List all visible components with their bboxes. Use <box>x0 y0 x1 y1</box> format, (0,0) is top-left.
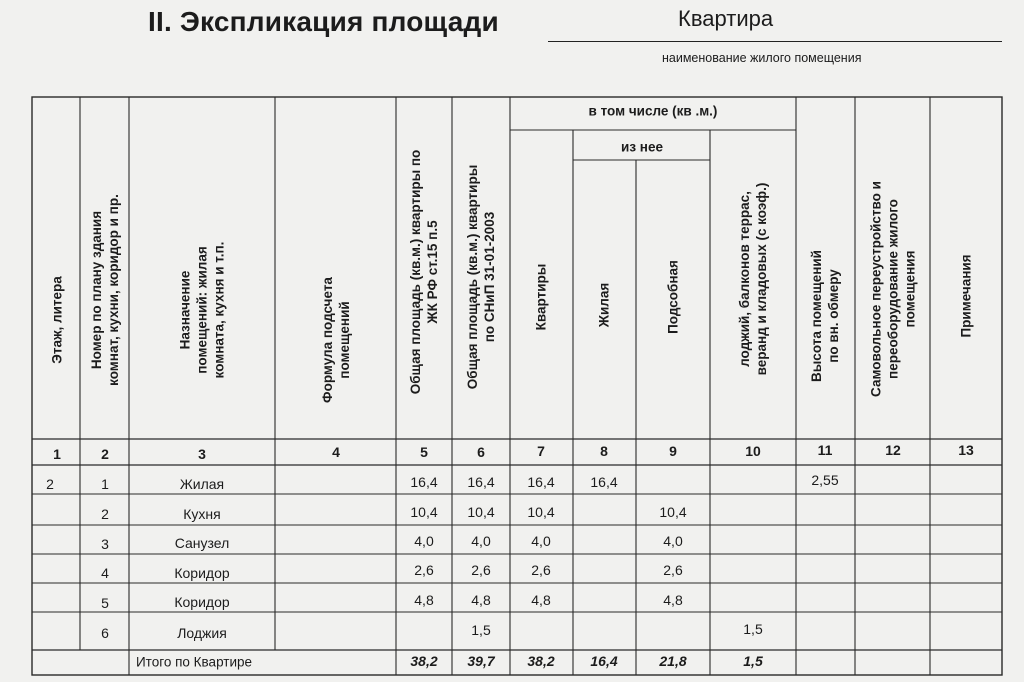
cell-height: 2,55 <box>811 472 839 488</box>
cell-area-snip: 4,0 <box>471 533 491 549</box>
cell-room-number: 1 <box>101 476 109 492</box>
total-area-zhk: 38,2 <box>410 653 438 669</box>
header-loggias: лоджий, балконов террас, веранд и кладовых (с коэф.) <box>737 182 769 376</box>
total-area-snip: 39,7 <box>467 653 495 669</box>
header-formula: Формула подсчета помещений <box>320 277 352 403</box>
cell-area-living: 16,4 <box>590 474 618 490</box>
cell-room-number: 5 <box>101 595 109 611</box>
total-label: Итого по Квартире <box>135 654 253 670</box>
cell-room-number: 2 <box>101 506 109 522</box>
col-number: 3 <box>198 446 206 462</box>
col-number: 7 <box>537 443 545 459</box>
cell-area-zhk: 2,6 <box>414 562 434 578</box>
header-total-area-snip: Общая площадь (кв.м.) квартиры по СНиП 31-01-2003 <box>465 164 497 390</box>
total-area-loggia: 1,5 <box>743 653 763 669</box>
total-area-auxiliary: 21,8 <box>659 653 687 669</box>
cell-floor: 2 <box>46 476 54 492</box>
document-title: II. Экспликация площади <box>148 6 499 37</box>
cell-room-name: Коридор <box>174 565 230 581</box>
cell-room-name: Санузел <box>174 535 230 551</box>
cell-area-apartment: 4,8 <box>531 592 551 608</box>
cell-area-auxiliary: 4,0 <box>663 533 683 549</box>
col-number: 12 <box>885 442 901 458</box>
col-number: 8 <box>600 443 608 459</box>
header-plan-number: Номер по плану здания комнат, кухни, коридор и пр. <box>89 194 121 386</box>
header-of-which: из нее <box>621 139 663 155</box>
header-total-area-zhk: Общая площадь (кв.м.) квартиры по ЖК РФ ст.15 п.5 <box>408 149 440 395</box>
header-floor: Этаж, литера <box>49 276 65 364</box>
cell-room-name: Кухня <box>183 506 221 522</box>
cell-area-auxiliary: 4,8 <box>663 592 683 608</box>
cell-area-loggia: 1,5 <box>743 621 763 637</box>
col-number: 4 <box>332 444 340 460</box>
cell-area-apartment: 2,6 <box>531 562 551 578</box>
header-auxiliary: Подсобная <box>665 260 681 334</box>
cell-room-name: Жилая <box>179 476 225 492</box>
cell-room-number: 4 <box>101 565 109 581</box>
cell-area-zhk: 4,8 <box>414 592 434 608</box>
cell-area-zhk: 10,4 <box>410 504 438 520</box>
cell-area-auxiliary: 2,6 <box>663 562 683 578</box>
cell-area-snip: 1,5 <box>471 622 491 638</box>
header-height: Высота помещений по вн. обмеру <box>809 250 841 382</box>
cell-area-apartment: 16,4 <box>527 474 555 490</box>
cell-room-number: 3 <box>101 536 109 552</box>
cell-room-name: Лоджия <box>177 625 227 641</box>
header-living: Жилая <box>596 282 612 328</box>
apartment-caption: наименование жилого помещения <box>662 51 862 65</box>
col-number: 1 <box>53 446 61 462</box>
header-including-group: в том числе (кв .м.) <box>588 103 718 119</box>
col-number: 13 <box>958 442 974 458</box>
cell-area-zhk: 4,0 <box>414 533 434 549</box>
cell-room-number: 6 <box>101 625 109 641</box>
col-number: 11 <box>817 442 833 458</box>
header-unauthorized-changes: Самовольное переустройство и переоборудование жилого помещения <box>868 181 918 397</box>
col-number: 9 <box>669 443 677 459</box>
apartment-name: Квартира <box>678 6 774 31</box>
total-area-living: 16,4 <box>590 653 618 669</box>
col-number: 10 <box>745 443 761 459</box>
cell-area-snip: 2,6 <box>471 562 491 578</box>
header-apartment: Квартиры <box>533 263 549 331</box>
cell-area-apartment: 10,4 <box>527 504 555 520</box>
col-number: 6 <box>477 444 485 460</box>
col-number: 2 <box>101 446 109 462</box>
col-number: 5 <box>420 444 428 460</box>
cell-area-zhk: 16,4 <box>410 474 438 490</box>
cell-area-apartment: 4,0 <box>531 533 551 549</box>
cell-area-snip: 10,4 <box>467 504 495 520</box>
cell-area-snip: 4,8 <box>471 592 491 608</box>
header-notes: Примечания <box>958 254 974 338</box>
total-area-apartment: 38,2 <box>527 653 555 669</box>
header-room-purpose: Назначение помещений: жилая комната, кухня и т.п. <box>177 241 227 379</box>
cell-area-auxiliary: 10,4 <box>659 504 687 520</box>
cell-room-name: Коридор <box>174 594 230 610</box>
cell-area-snip: 16,4 <box>467 474 495 490</box>
